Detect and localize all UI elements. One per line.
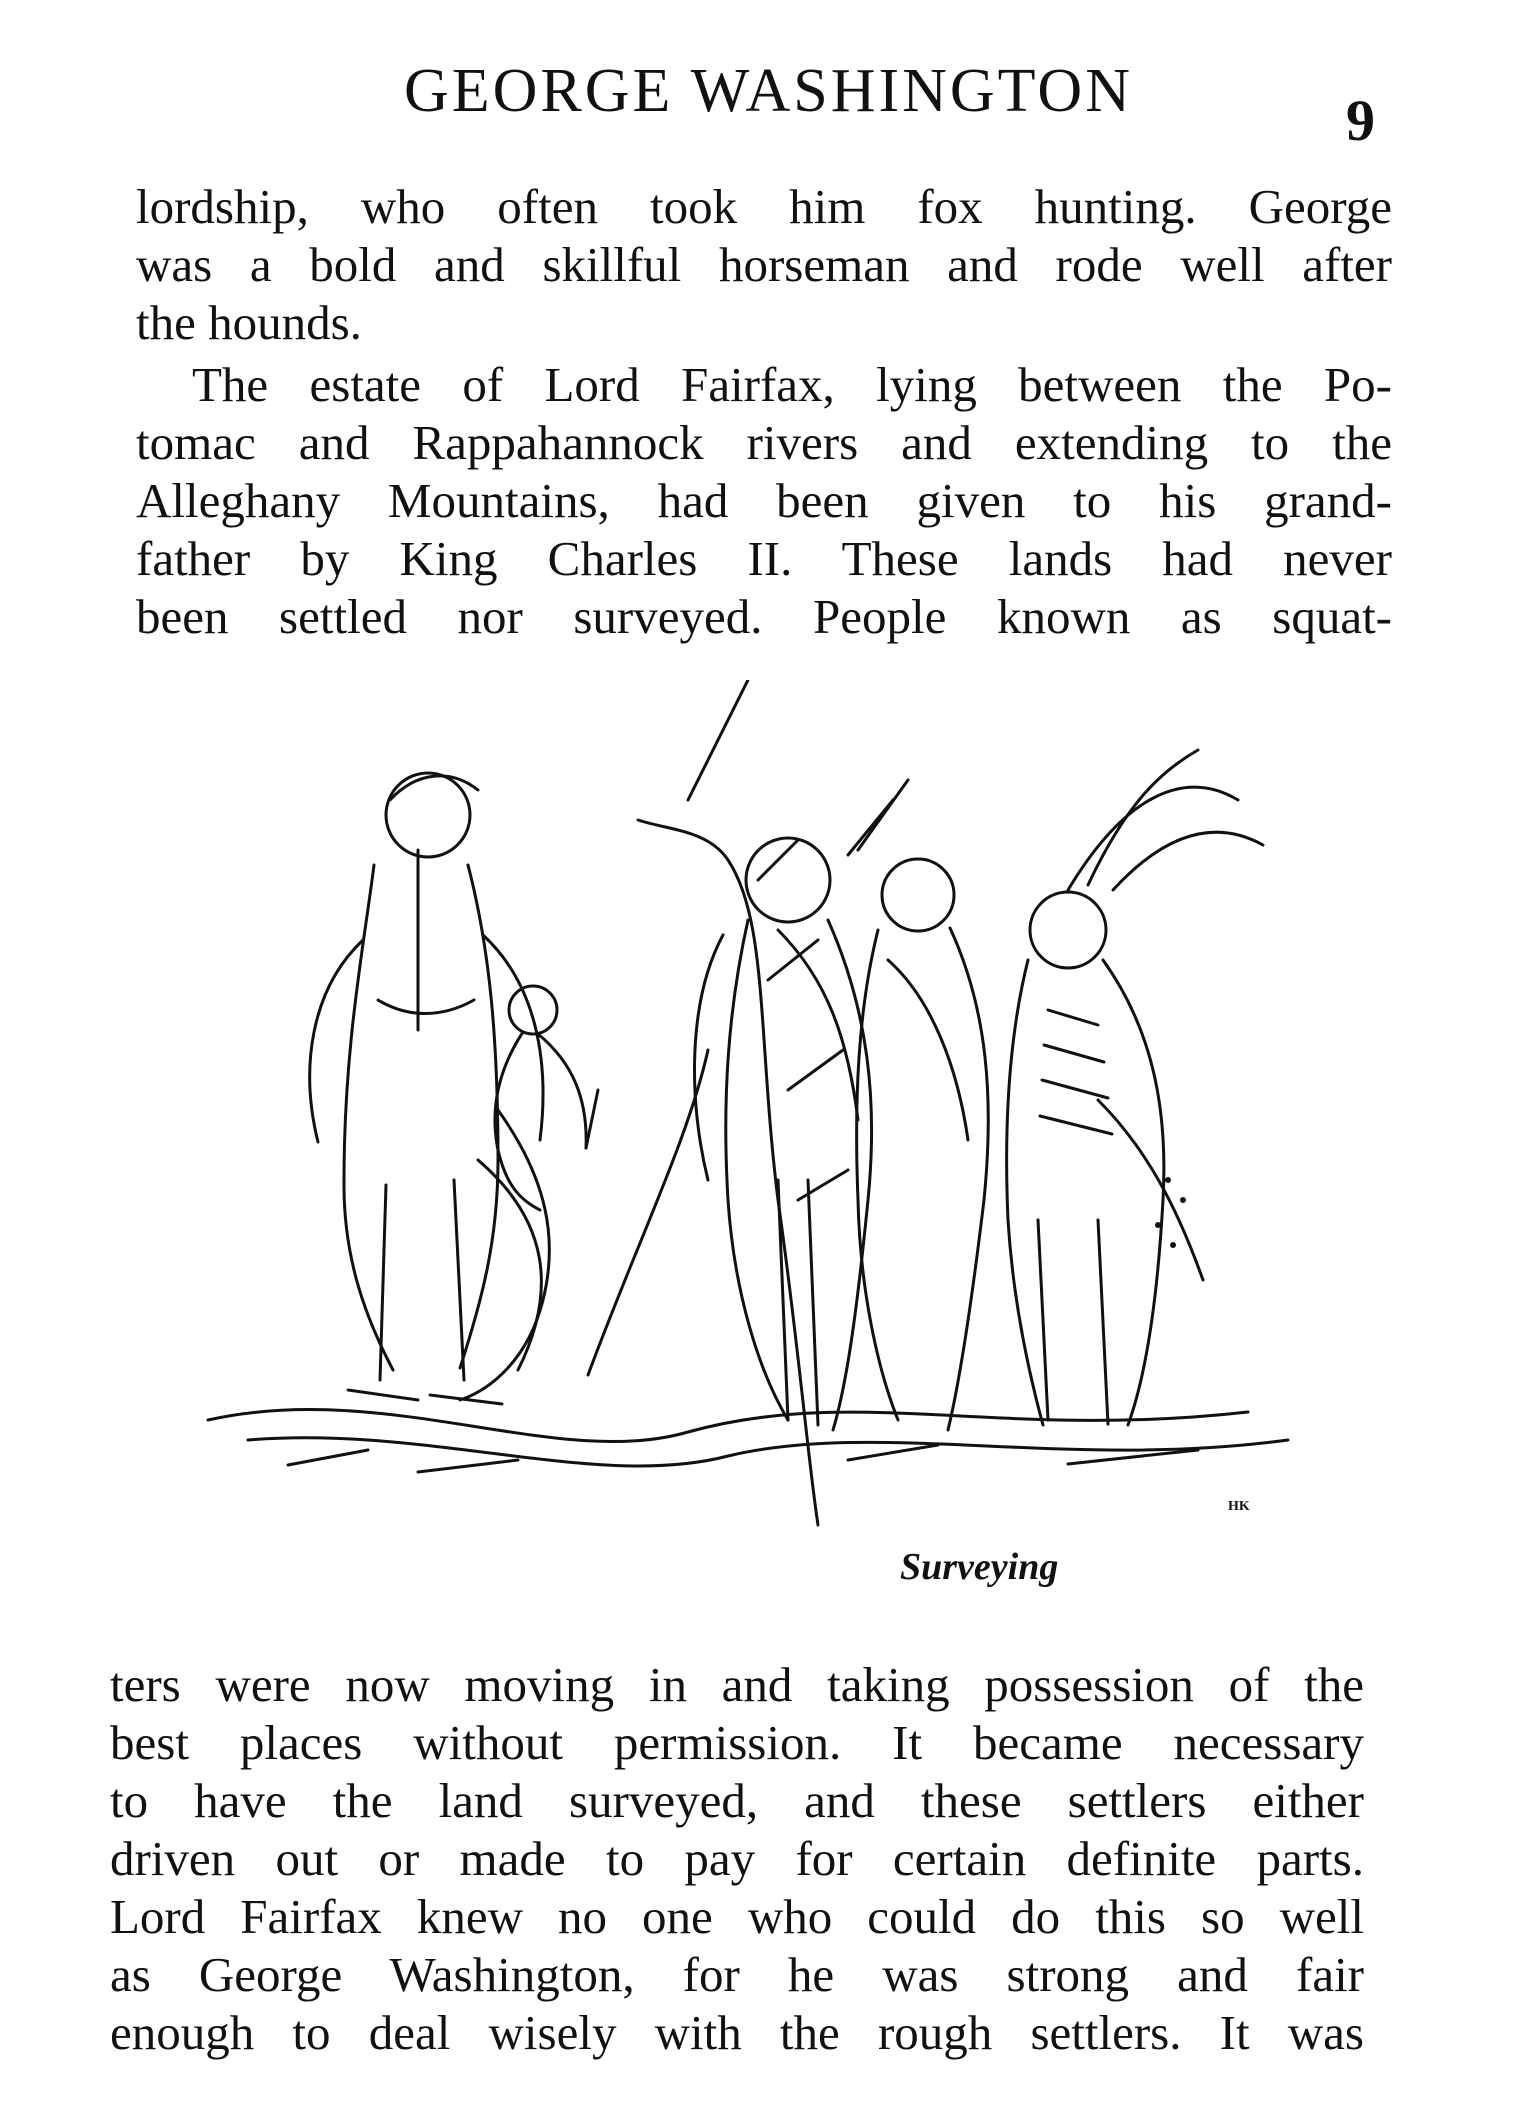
paragraph-line: The estate of Lord Fairfax, lying between the Po- <box>192 357 1392 412</box>
surveyor-legs <box>380 1180 464 1380</box>
paragraph-line: driven out or made to pay for certain definite parts. <box>110 1831 1364 1886</box>
background-figure-head <box>509 986 557 1034</box>
paragraph-3 <box>110 1656 1364 2062</box>
surveyor-rod <box>586 1090 598 1148</box>
paragraph-line: Lord Fairfax knew no one who could do this so well <box>110 1889 1364 1944</box>
surveyor-coat <box>460 865 498 1368</box>
figure-body <box>1103 960 1164 1425</box>
figure-legs <box>778 1180 818 1425</box>
illustration-caption: Surveying <box>900 1546 1059 1588</box>
ground-line <box>248 1438 1288 1466</box>
figure-legs <box>1038 1220 1108 1424</box>
artist-mark: HK <box>1228 1499 1250 1514</box>
paragraph-line: lordship, who often took him fox hunting. George <box>136 179 1392 234</box>
figure-arm <box>888 960 968 1140</box>
surveyor-vest <box>378 850 474 1030</box>
figure-robe <box>694 935 723 1180</box>
figure-body <box>726 920 788 1420</box>
surveyor-coat <box>344 865 393 1370</box>
paragraph-line: been settled nor surveyed. People known as squat- <box>136 589 1392 644</box>
paragraph-2 <box>136 356 1392 646</box>
figure-body <box>948 928 988 1430</box>
background-figure <box>538 1034 586 1148</box>
figure-body <box>1007 960 1043 1425</box>
running-head: GEORGE WASHINGTON <box>404 57 1133 125</box>
paragraph-line: enough to deal wisely with the rough settlers. It was <box>110 2005 1364 2060</box>
figure-head <box>1030 892 1106 968</box>
paragraph-1 <box>136 178 1392 352</box>
figure-body <box>857 930 898 1420</box>
paragraph-line: father by King Charles II. These lands had never <box>136 531 1392 586</box>
figure-staff <box>1098 1100 1203 1280</box>
paragraph-line: tomac and Rappahannock rivers and extending to the <box>136 415 1392 470</box>
figure-stripes <box>1040 1010 1112 1134</box>
paragraph-line: was a bold and skillful horseman and rode well after <box>136 237 1392 292</box>
feather-headdress <box>1068 750 1263 890</box>
paragraph-line: ters were now moving in and taking possession of the <box>110 1657 1364 1712</box>
paragraph-line: to have the land surveyed, and these settlers either <box>110 1773 1364 1828</box>
surveying-chain <box>460 1110 549 1400</box>
path-edge <box>588 1050 708 1375</box>
surveyor-head <box>386 773 470 857</box>
paragraph-line: the hounds. <box>136 295 362 350</box>
tree-branch <box>688 680 748 800</box>
paragraph-line: Alleghany Mountains, had been given to his grand- <box>136 473 1392 528</box>
figure-robe <box>778 930 858 1120</box>
feathers <box>848 780 908 855</box>
surveying-illustration <box>168 680 1398 1580</box>
figure-head <box>882 859 954 931</box>
surveyor-arm <box>483 935 543 1140</box>
page-number: 9 <box>1346 88 1375 153</box>
surveyor-arm <box>310 940 363 1142</box>
ground-line <box>208 1410 1248 1442</box>
paragraph-line: as George Washington, for he was strong and fair <box>110 1947 1364 2002</box>
paragraph-line: best places without permission. It became necessary <box>110 1715 1364 1770</box>
